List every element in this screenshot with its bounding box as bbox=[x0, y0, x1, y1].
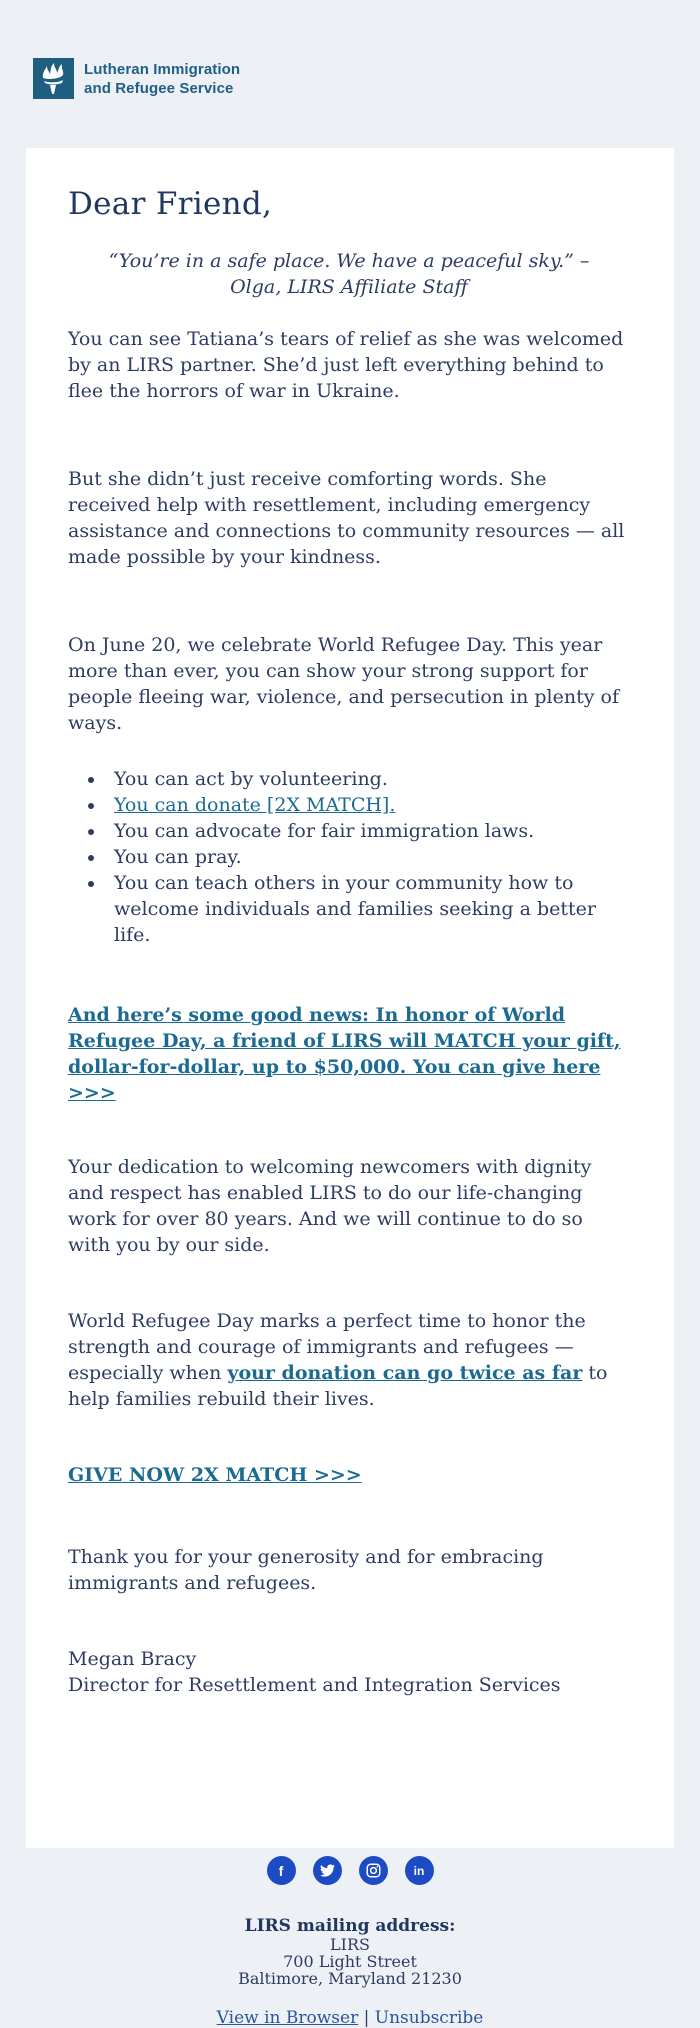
logo-line-2: and Refugee Service bbox=[84, 79, 234, 97]
lirs-torch-icon bbox=[33, 58, 74, 99]
view-in-browser-link[interactable]: View in Browser bbox=[216, 2008, 359, 2028]
mailing-address-heading: LIRS mailing address: bbox=[244, 1916, 456, 1936]
lirs-logo-text bbox=[84, 60, 240, 98]
give-now-link[interactable]: GIVE NOW 2X MATCH >>> bbox=[68, 1464, 362, 1486]
donate-match-link[interactable]: You can donate [2X MATCH]. bbox=[114, 794, 396, 816]
facebook-glyph: f bbox=[278, 1862, 284, 1879]
footer-links-separator: | bbox=[363, 2008, 370, 2028]
paragraph-thanks: Thank you for your generosity and for embracing immigrants and refugees. bbox=[68, 1546, 544, 1594]
list-item-teach: • You can teach others in your community how to welcome individuals and families seeking a better life. bbox=[106, 870, 630, 948]
twitter-icon[interactable] bbox=[313, 1856, 342, 1885]
email-footer bbox=[0, 1848, 700, 2028]
list-item-donate bbox=[106, 792, 630, 818]
list-item-pray: • You can pray. bbox=[106, 844, 630, 870]
facebook-icon[interactable] bbox=[267, 1856, 296, 1885]
paragraph-resettlement: But she didn’t just receive comforting words. She received help with resettlement, including emergency assistance and connections to community resources — all made possible by your kindness. bbox=[68, 468, 625, 568]
paragraph-world-refugee-day: On June 20, we celebrate World Refugee Day. This year more than ever, you can show your strong support for people fleeing war, violence, and persecution in plenty of ways. bbox=[68, 634, 619, 734]
list-item-volunteer: • You can act by volunteering. bbox=[106, 766, 630, 792]
match-give-here-link[interactable]: And here’s some good news: In honor of World Refugee Day, a friend of LIRS will MATCH your gift, dollar-for-dollar, up to $50,000. You can give here >>> bbox=[68, 1004, 621, 1104]
footer-links-row bbox=[0, 2008, 700, 2028]
instagram-icon[interactable] bbox=[359, 1856, 388, 1885]
ways-to-help-list bbox=[106, 766, 630, 948]
signature-title: Director for Resettlement and Integration Services bbox=[68, 1674, 561, 1696]
twitter-bird-glyph bbox=[320, 1863, 335, 1878]
salutation: Dear Friend, bbox=[68, 186, 273, 222]
honor-text-after: to help families rebuild their lives. bbox=[68, 1362, 608, 1410]
address-street: 700 Light Street bbox=[283, 1952, 417, 1971]
logo-line-1: Lutheran Immigration bbox=[84, 60, 241, 78]
honor-text-before: World Refugee Day marks a perfect time to honor the strength and courage of immigrants and refugees — especially when bbox=[68, 1310, 586, 1384]
signature-block bbox=[68, 1646, 630, 1698]
linkedin-icon[interactable] bbox=[405, 1856, 434, 1885]
social-icons-row bbox=[0, 1856, 700, 1885]
email-body-card bbox=[26, 148, 674, 1848]
lirs-logo bbox=[33, 58, 700, 99]
unsubscribe-link[interactable]: Unsubscribe bbox=[374, 2008, 484, 2028]
linkedin-glyph: in bbox=[413, 1863, 425, 1878]
signature-name: Megan Bracy bbox=[68, 1648, 197, 1670]
paragraph-honor bbox=[68, 1308, 630, 1412]
instagram-glyph bbox=[366, 1863, 381, 1878]
address-city: Baltimore, Maryland 21230 bbox=[238, 1969, 462, 1988]
donation-twice-as-far-link[interactable]: your donation can go twice as far bbox=[227, 1362, 583, 1384]
paragraph-tatiana: You can see Tatiana’s tears of relief as she was welcomed by an LIRS partner. She’d just left everything behind to flee the horrors of war in Ukraine. bbox=[68, 328, 624, 402]
address-org: LIRS bbox=[330, 1935, 370, 1954]
list-item-advocate: • You can advocate for fair immigration laws. bbox=[106, 818, 630, 844]
give-now-row bbox=[68, 1462, 630, 1488]
match-announcement bbox=[68, 1002, 630, 1106]
pull-quote: “You’re in a safe place. We have a peaceful sky.” – Olga, LIRS Affiliate Staff bbox=[108, 250, 590, 298]
paragraph-dedication: Your dedication to welcoming newcomers with dignity and respect has enabled LIRS to do our life-changing work for over 80 years. And we will continue to do so with you by our side. bbox=[68, 1156, 592, 1256]
